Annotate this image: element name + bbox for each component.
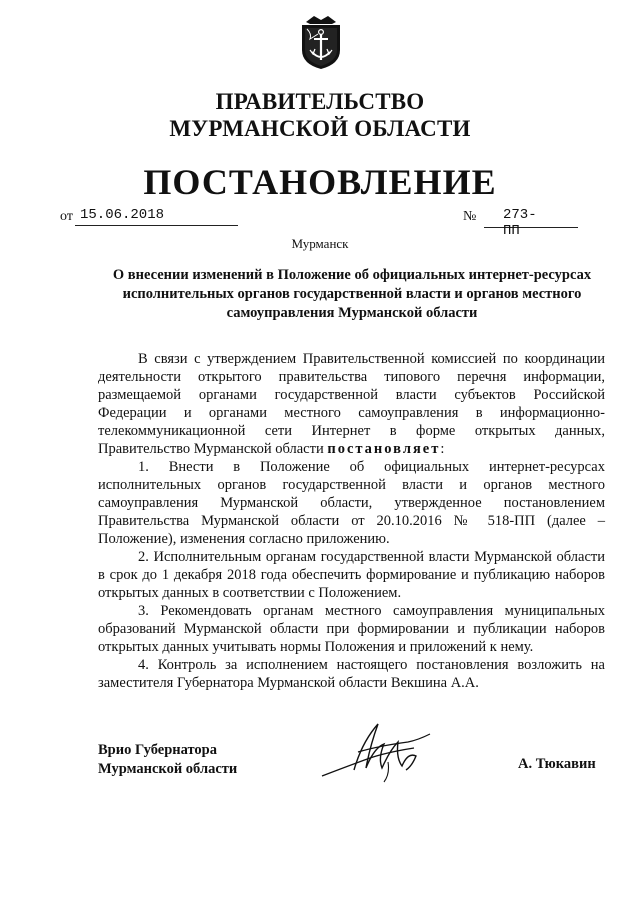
preamble-paragraph: [98, 350, 605, 458]
number-value: 273-ПП: [503, 207, 537, 239]
body-item-2: 2. Исполнительным органам государственной власти Мурманской области в срок до 1 декабря 2018 года обеспечить формирование и публикацию наборов открытых данных в соответствии с Положением.: [98, 549, 605, 601]
signer-position: [98, 741, 237, 779]
document-body: [98, 350, 605, 692]
government-title-line1: ПРАВИТЕЛЬСТВО: [215, 89, 425, 114]
body-item-4: 4. Контроль за исполнением настоящего постановления возложить на заместителя Губернатора Мурманской области Векшина А.А.: [98, 657, 605, 691]
coat-of-arms-icon: [298, 12, 344, 70]
body-item-3: 3. Рекомендовать органам местного самоуправления муниципальных образований Мурманской области при формировании и публикации наборов открытых данных учитывать нормы Положения и приложений к нему.: [98, 603, 605, 655]
preamble-keyword: постановляет: [327, 441, 441, 457]
number-field: [463, 207, 537, 239]
preamble-end: :: [440, 441, 445, 457]
number-label: №: [463, 209, 477, 224]
document-type-title: ПОСТАНОВЛЕНИЕ: [143, 162, 497, 202]
signer-position-line2: Мурманской области: [98, 761, 238, 777]
document-subject: О внесении изменений в Положение об официальных интернет-ресурсах исполнительных органов государственной власти и органов местного самоуправления Мурманской области: [112, 267, 592, 321]
government-title-line2: МУРМАНСКОЙ ОБЛАСТИ: [169, 116, 471, 141]
date-value: 15.06.2018: [80, 207, 165, 223]
date-field: [60, 207, 165, 229]
city-name: Мурманск: [291, 236, 349, 251]
handwritten-signature-icon: [318, 718, 438, 784]
signer-name: А. Тюкавин: [518, 756, 596, 772]
preamble-text: В связи с утверждением Правительственной комиссией по координации деятельности открытого правительства типового перечня информации, размещаемой органами государственной власти субъектов Российской Федерации и органами местного самоуправления в информационно-телекоммуникационной сети Интернет в форме открытых данных, Правительство Мурманской области: [98, 351, 605, 457]
body-item-1: 1. Внести в Положение об официальных интернет-ресурсах исполнительных органов государственной власти и органов местного самоуправления Мурманской области, утвержденное постановлением Правительства Мурманской области от 20.10.2016 № 518-ПП (далее – Положение), изменения согласно приложению.: [98, 459, 605, 547]
signer-position-line1: Врио Губернатора: [98, 742, 217, 758]
date-label: от: [60, 209, 73, 224]
